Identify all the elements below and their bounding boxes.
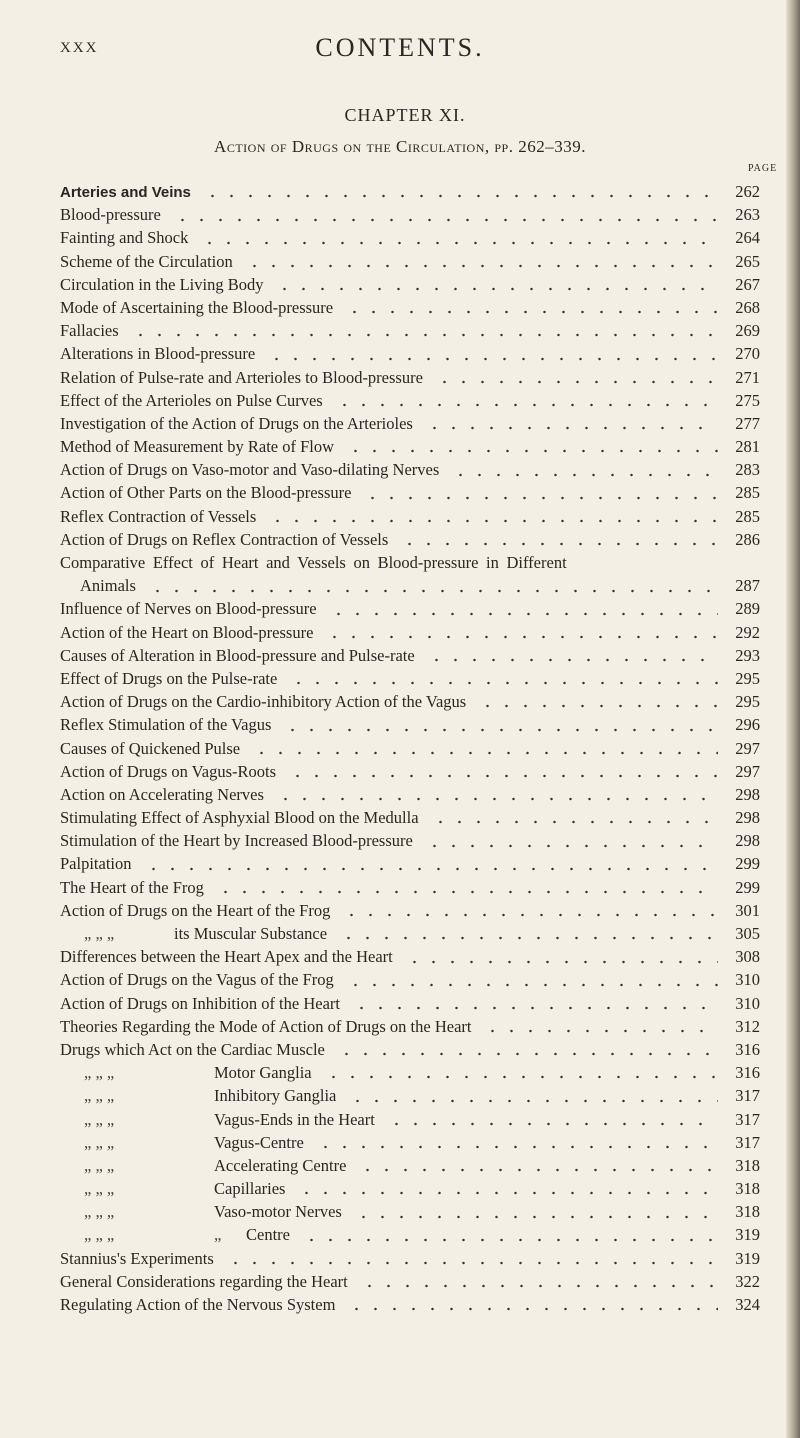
- toc-entry: [60, 1293, 760, 1316]
- leader-dots: [288, 763, 718, 780]
- leader-dots: [337, 1041, 718, 1058]
- leader-dots: [226, 1250, 718, 1267]
- ditto-marks: „ „ „: [84, 1086, 115, 1106]
- toc-entry: [60, 1061, 760, 1084]
- toc-entry-label: Palpitation: [60, 854, 132, 874]
- leader-dots: [342, 902, 718, 919]
- leader-dots: [425, 415, 718, 432]
- toc-entry-page: 283: [735, 460, 760, 480]
- toc-entry: [60, 1247, 760, 1270]
- leader-dots: [339, 925, 718, 942]
- toc-entry-label: Stimulating Effect of Asphyxial Blood on the Medulla: [60, 808, 419, 828]
- toc-entry: [60, 621, 760, 644]
- leader-dots: [335, 392, 718, 409]
- toc-entry: [60, 783, 760, 806]
- toc-entry: [60, 945, 760, 968]
- toc-entry-label: Effect of Drugs on the Pulse-rate: [60, 668, 278, 688]
- toc-entry: [60, 412, 760, 435]
- toc-entry: [60, 1200, 760, 1223]
- toc-entry-page: 286: [735, 529, 760, 549]
- page-title: CONTENTS.: [315, 33, 485, 62]
- toc-entry-label: Investigation of the Action of Drugs on the Arterioles: [60, 413, 413, 433]
- leader-dots: [302, 1227, 718, 1244]
- toc-entry-page: 310: [735, 970, 760, 990]
- toc-entry-page: 293: [735, 645, 760, 665]
- toc-entry-label: Blood-pressure: [60, 205, 161, 225]
- toc-entry: [60, 226, 760, 249]
- page-column-label: PAGE: [748, 163, 778, 174]
- page-number: XXX: [60, 40, 99, 56]
- toc-entry: [60, 597, 760, 620]
- toc-entry: [60, 713, 760, 736]
- toc-entry: [60, 551, 760, 574]
- leader-dots: [173, 207, 718, 224]
- toc-entry-page: 287: [735, 576, 760, 596]
- toc-entry-page: 270: [735, 344, 760, 364]
- leader-dots: [268, 508, 718, 525]
- toc-entry-page: 317: [735, 1086, 760, 1106]
- toc-entry-label: „ „ „ „ Centre: [60, 1223, 290, 1246]
- toc-entry-label: Action of Drugs on Vaso-motor and Vaso-dilating Nerves: [60, 460, 440, 480]
- toc-entry: [60, 389, 760, 412]
- leader-dots: [144, 856, 719, 873]
- toc-entry: [60, 1177, 760, 1200]
- toc-entry-label: Drugs which Act on the Cardiac Muscle: [60, 1039, 325, 1059]
- contents-list: [60, 180, 760, 1316]
- toc-entry: [60, 528, 760, 551]
- toc-entry-page: 324: [735, 1295, 760, 1314]
- toc-entry-label: Circulation in the Living Body: [60, 274, 264, 294]
- toc-entry-label: The Heart of the Frog: [60, 877, 204, 897]
- toc-entry: [60, 273, 760, 296]
- leader-dots: [352, 995, 718, 1012]
- toc-entry-label: Action of the Heart on Blood-pressure: [60, 622, 314, 642]
- leader-dots: [329, 601, 718, 618]
- leader-dots: [431, 809, 718, 826]
- toc-entry-label: Relation of Pulse-rate and Arterioles to Blood-pressure: [60, 367, 423, 387]
- toc-entry: [60, 760, 760, 783]
- toc-entry-label: Method of Measurement by Rate of Flow: [60, 437, 335, 457]
- leader-dots: [200, 230, 718, 247]
- toc-entry-label: „ „ „ Inhibitory Ganglia: [60, 1084, 336, 1107]
- toc-entry-label: „ „ „ Accelerating Centre: [60, 1154, 346, 1177]
- toc-entry-label: Animals: [80, 576, 136, 596]
- toc-entry-label: „ „ „ Vaso-motor Nerves: [60, 1200, 342, 1223]
- leader-dots: [276, 786, 718, 803]
- toc-entry-page: 299: [735, 877, 760, 897]
- toc-entry-page: 305: [735, 924, 760, 943]
- toc-entry: [60, 899, 760, 922]
- toc-entry: [60, 737, 760, 760]
- toc-entry-label: Action of Other Parts on the Blood-pressure: [60, 483, 352, 503]
- leader-dots: [203, 183, 718, 200]
- toc-entry-page: 285: [735, 483, 760, 503]
- toc-entry: [60, 806, 760, 829]
- toc-entry-page: 262: [735, 182, 760, 201]
- toc-entry-label: Scheme of the Circulation: [60, 251, 233, 271]
- toc-entry-label: „ „ „ Motor Ganglia: [60, 1061, 312, 1084]
- toc-entry-page: 316: [735, 1039, 760, 1059]
- toc-entry-label: General Considerations regarding the Heart: [60, 1271, 348, 1291]
- toc-entry-page: 281: [735, 437, 760, 457]
- toc-entry-page: 316: [735, 1063, 760, 1083]
- leader-dots: [478, 693, 718, 710]
- ditto-marks: „ „ „: [84, 1063, 115, 1083]
- toc-entry-label: Action of Drugs on the Cardio-inhibitory Action of the Vagus: [60, 692, 467, 712]
- toc-entry: [60, 481, 760, 504]
- toc-entry-page: 295: [735, 668, 760, 688]
- toc-entry-page: 289: [735, 599, 760, 619]
- toc-entry-page: 318: [735, 1202, 760, 1222]
- toc-entry-label: Action of Drugs on Reflex Contraction of Vessels: [60, 529, 389, 549]
- ditto-marks: „ „ „: [84, 1155, 115, 1175]
- toc-entry-page: 296: [735, 715, 760, 735]
- toc-entry-page: 264: [735, 228, 760, 248]
- toc-entry-label: Causes of Quickened Pulse: [60, 738, 241, 758]
- toc-entry-label: Action of Drugs on Vagus-Roots: [60, 761, 277, 781]
- toc-entry: [60, 1015, 760, 1038]
- leader-dots: [400, 531, 718, 548]
- toc-entry-page: 299: [735, 854, 760, 874]
- toc-entry-label: Stannius's Experiments: [60, 1248, 214, 1268]
- toc-entry-label: Action of Drugs on the Vagus of the Frog: [60, 970, 334, 990]
- toc-entry: [60, 342, 760, 365]
- leader-dots: [435, 369, 718, 386]
- toc-entry-page: 308: [735, 947, 760, 967]
- toc-entry-label: Action of Drugs on the Heart of the Frog: [60, 900, 331, 920]
- ditto-mark: „: [214, 1225, 222, 1245]
- leader-dots: [360, 1273, 718, 1290]
- leader-dots: [131, 322, 718, 339]
- toc-entry-page: 297: [735, 738, 760, 758]
- toc-entry-page: 268: [735, 297, 760, 317]
- toc-entry: [60, 505, 760, 528]
- leader-dots: [245, 253, 718, 270]
- toc-entry-label: Influence of Nerves on Blood-pressure: [60, 599, 317, 619]
- toc-entry-label: „ „ „ Vagus-Centre: [60, 1131, 304, 1154]
- toc-entry: [60, 1108, 760, 1131]
- toc-entry-label: Alterations in Blood-pressure: [60, 344, 256, 364]
- leader-dots: [289, 670, 718, 687]
- toc-entry: [60, 435, 760, 458]
- chapter-heading: CHAPTER XI.: [344, 105, 466, 125]
- toc-entry-page: 301: [735, 900, 760, 920]
- toc-entry-page: 310: [735, 993, 760, 1013]
- toc-entry-page: 269: [735, 321, 760, 341]
- toc-entry-label: Stimulation of the Heart by Increased Blood-pressure: [60, 831, 413, 851]
- toc-entry-page: 317: [735, 1132, 760, 1152]
- toc-entry: [60, 1131, 760, 1154]
- toc-entry-label: Arteries and Veins: [60, 183, 191, 201]
- toc-entry-page: 319: [735, 1248, 760, 1268]
- toc-entry: [60, 876, 760, 899]
- toc-entry-label: „ „ „ Capillaries: [60, 1177, 285, 1200]
- toc-entry-label: „ „ „ its Muscular Substance: [60, 922, 327, 945]
- toc-entry: [60, 968, 760, 991]
- toc-entry-label: Comparative Effect of Heart and Vessels on Blood-pressure in Different: [60, 553, 567, 572]
- toc-entry-label: Action on Accelerating Nerves: [60, 784, 264, 804]
- chapter-subtitle: Action of Drugs on the Circulation, pp. 262–339.: [214, 137, 586, 156]
- toc-entry-page: 277: [735, 413, 760, 433]
- toc-entry-page: 285: [735, 506, 760, 526]
- toc-entry-label: Differences between the Heart Apex and the Heart: [60, 947, 393, 967]
- toc-entry: [60, 644, 760, 667]
- leader-dots: [425, 833, 718, 850]
- leader-dots: [252, 740, 718, 757]
- leader-dots: [363, 485, 718, 502]
- toc-entry: [60, 180, 760, 203]
- toc-entry-page: 317: [735, 1109, 760, 1129]
- leader-dots: [148, 578, 718, 595]
- toc-entry-page: 267: [735, 274, 760, 294]
- toc-entry: [60, 250, 760, 273]
- toc-entry-page: 271: [735, 367, 760, 387]
- toc-entry-page: 298: [735, 784, 760, 804]
- leader-dots: [451, 462, 718, 479]
- leader-dots: [283, 717, 718, 734]
- toc-entry: [60, 296, 760, 319]
- leader-dots: [267, 346, 718, 363]
- toc-entry: [60, 667, 760, 690]
- toc-entry-page: 298: [735, 831, 760, 851]
- page-edge: [786, 0, 800, 1438]
- toc-entry-label: Mode of Ascertaining the Blood-pressure: [60, 297, 334, 317]
- ditto-marks: „ „ „: [84, 1225, 115, 1245]
- leader-dots: [346, 438, 718, 455]
- leader-dots: [216, 879, 718, 896]
- toc-entry: [60, 458, 760, 481]
- toc-entry: [60, 690, 760, 713]
- toc-entry: [60, 1154, 760, 1177]
- ditto-marks: „ „ „: [84, 1132, 115, 1152]
- toc-entry: [60, 992, 760, 1015]
- toc-entry-label: Effect of the Arterioles on Pulse Curves: [60, 390, 323, 410]
- toc-entry: [60, 574, 760, 597]
- toc-entry: [60, 203, 760, 226]
- leader-dots: [297, 1180, 718, 1197]
- toc-entry-page: 319: [735, 1225, 760, 1245]
- leader-dots: [348, 1088, 718, 1105]
- leader-dots: [427, 647, 718, 664]
- toc-entry: [60, 319, 760, 342]
- toc-entry-page: 322: [735, 1271, 760, 1291]
- toc-entry-page: 275: [735, 390, 760, 410]
- leader-dots: [354, 1204, 718, 1221]
- leader-dots: [387, 1111, 718, 1128]
- toc-entry-page: 265: [735, 251, 760, 271]
- toc-entry-page: 318: [735, 1155, 760, 1175]
- toc-entry: [60, 829, 760, 852]
- toc-entry-label: Causes of Alteration in Blood-pressure and Pulse-rate: [60, 645, 415, 665]
- toc-entry-label: Regulating Action of the Nervous System: [60, 1295, 336, 1314]
- toc-entry-label: Reflex Stimulation of the Vagus: [60, 715, 272, 735]
- leader-dots: [358, 1157, 718, 1174]
- leader-dots: [345, 299, 718, 316]
- toc-entry-label: „ „ „ Vagus-Ends in the Heart: [60, 1108, 375, 1131]
- ditto-marks: „ „ „: [84, 1109, 115, 1129]
- toc-entry-page: 297: [735, 761, 760, 781]
- leader-dots: [324, 1064, 718, 1081]
- toc-entry-page: 318: [735, 1179, 760, 1199]
- toc-entry-label: Reflex Contraction of Vessels: [60, 506, 257, 526]
- ditto-marks: „ „ „: [84, 1179, 115, 1199]
- toc-entry-page: 298: [735, 808, 760, 828]
- toc-entry-page: 292: [735, 622, 760, 642]
- ditto-marks: „ „ „: [84, 1202, 115, 1222]
- toc-entry-label: Action of Drugs on Inhibition of the Heart: [60, 993, 340, 1013]
- toc-entry-label: Theories Regarding the Mode of Action of Drugs on the Heart: [60, 1016, 472, 1036]
- toc-entry: [60, 1038, 760, 1061]
- toc-entry-page: 295: [735, 692, 760, 712]
- ditto-marks: „ „ „: [84, 924, 115, 943]
- toc-entry-label: Fallacies: [60, 321, 119, 341]
- toc-entry: [60, 366, 760, 389]
- leader-dots: [405, 949, 718, 966]
- toc-entry: [60, 1223, 760, 1246]
- leader-dots: [325, 624, 718, 641]
- toc-entry: [60, 852, 760, 875]
- leader-dots: [346, 972, 718, 989]
- leader-dots: [483, 1018, 718, 1035]
- leader-dots: [316, 1134, 718, 1151]
- toc-entry: [60, 1270, 760, 1293]
- leader-dots: [275, 276, 718, 293]
- toc-entry-label: Fainting and Shock: [60, 228, 189, 248]
- toc-entry-page: 312: [735, 1016, 760, 1036]
- leader-dots: [347, 1296, 718, 1313]
- toc-entry-page: 263: [735, 205, 760, 225]
- toc-entry: [60, 922, 760, 945]
- toc-entry: [60, 1084, 760, 1107]
